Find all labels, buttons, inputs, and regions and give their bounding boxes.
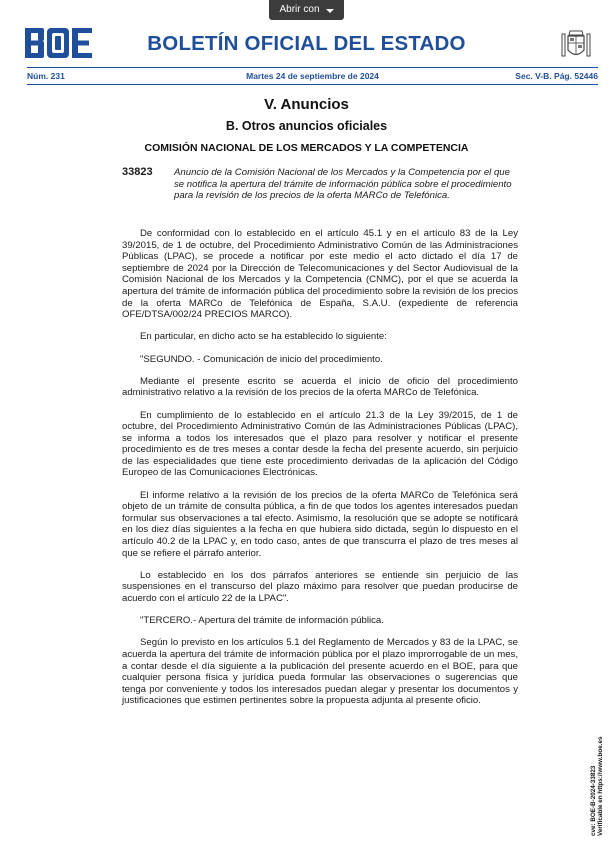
notice-body	[122, 228, 518, 718]
coat-of-arms-icon	[561, 28, 591, 62]
open-with-label: Abrir con	[279, 4, 320, 15]
paragraph: En particular, en dicho acto se ha establecido lo siguiente:	[140, 331, 387, 343]
issue-number: Núm. 231	[27, 71, 65, 81]
chevron-down-icon	[326, 9, 334, 13]
header-divider-top	[27, 67, 598, 68]
organization-title: COMISIÓN NACIONAL DE LOS MERCADOS Y LA COMPETENCIA	[144, 142, 469, 154]
header-divider-bottom	[27, 84, 598, 85]
paragraph: El informe relativo a la revisión de los precios de la oferta MARCo de Telefónica será objeto de un trámite de consulta pública, a fin de que todos los agentes interesados puedan formular sus observaciones a tal efecto. Asimismo, la resolución que se adopte se notificará en los diez días siguientes a la fecha en que hubiera sido dictada, según lo dispuesto en el artículo 40.2 de la LPAC y, en todo caso, antes de que transcurra el plazo de tres meses al que se refiere el párrafo anterior.	[122, 489, 518, 559]
paragraph: De conformidad con lo establecido en el artículo 45.1 y en el artículo 83 de la Ley 39/2015, de 1 de octubre, del Procedimiento Administrativo Común de las Administraciones Públicas (LPAC), se procede a notificar por este medio el acto dictado el día 17 de septiembre de 2024 por la Dirección de Telecomunicaciones y del Sector Audiovisual de la Comisión Nacional de los Mercados y la Competencia (CNMC), por el que se acuerda la apertura del trámite de información pública del procedimiento sobre la revisión de los precios de la oferta MARCo de Telefónica de España, S.A.U. (expediente de referencia OFE/DTSA/002/24 PRECIOS MARCO).	[122, 228, 518, 321]
paragraph: "SEGUNDO. - Comunicación de inicio del procedimiento.	[140, 353, 383, 365]
notice-summary: Anuncio de la Comisión Nacional de los Mercados y la Competencia por el que se notifica la apertura del trámite de información pública sobre el procedimiento para la revisión de los precios de la oferta MARCo de Telefónica.	[174, 167, 512, 202]
section-title: V. Anuncios	[264, 96, 349, 113]
paragraph: "TERCERO.- Apertura del trámite de información pública.	[140, 615, 384, 627]
open-with-button[interactable]	[269, 0, 343, 20]
section-page: Sec. V-B. Pág. 52446	[515, 71, 598, 81]
page-title: BOLETÍN OFICIAL DEL ESTADO	[147, 32, 466, 55]
paragraph: En cumplimiento de lo establecido en el artículo 21.3 de la Ley 39/2015, de 1 de octubre, del Procedimiento Administrativo Común de las Administraciones Públicas (LPAC), se informa a todos los interesados que el plazo para resolver y notificar el presente procedimiento es de tres meses a contar desde la fecha del presente acuerdo, sin perjuicio de las especialidades que tiene este procedimiento derivadas de la aplicación del Código Europeo de las Comunicaciones Electrónicas.	[122, 409, 518, 479]
subsection-title: B. Otros anuncios oficiales	[225, 119, 388, 133]
cve-code: cve: BOE-B-2024-33823	[590, 765, 597, 836]
paragraph: Según lo previsto en los artículos 5.1 del Reglamento de Mercados y 83 de la LPAC, se acuerda la apertura del trámite de información pública por el plazo improrrogable de un mes, a contar desde el día siguiente a la publicación del presente acuerdo en el BOE, para que cualquier persona física y jurídica pueda formular las observaciones o sugerencias que tenga por conveniente y todos los interesados puedan alegar y presentar los documentos y justificaciones que estimen pertinentes sobre la propuesta adjunta al presente oficio.	[122, 637, 518, 707]
boe-header	[0, 26, 613, 66]
paragraph: Lo establecido en los dos párrafos anteriores se entiende sin perjuicio de las suspensiones en el transcurso del plazo máximo para resolver que puedan producirse de acuerdo con el artículo 22 de la LPAC".	[122, 569, 518, 604]
notice-number: 33823	[122, 166, 153, 178]
verification-note	[590, 676, 605, 836]
issue-date: Martes 24 de septiembre de 2024	[246, 71, 379, 81]
open-with-bar	[0, 0, 613, 20]
verify-url[interactable]: Verificable en https://www.boe.es	[597, 736, 605, 836]
issue-meta	[27, 71, 598, 83]
paragraph: Mediante el presente escrito se acuerda el inicio de oficio del procedimiento administrativo relativo a la revisión de los precios de la oferta MARCo de Telefónica.	[122, 375, 518, 399]
